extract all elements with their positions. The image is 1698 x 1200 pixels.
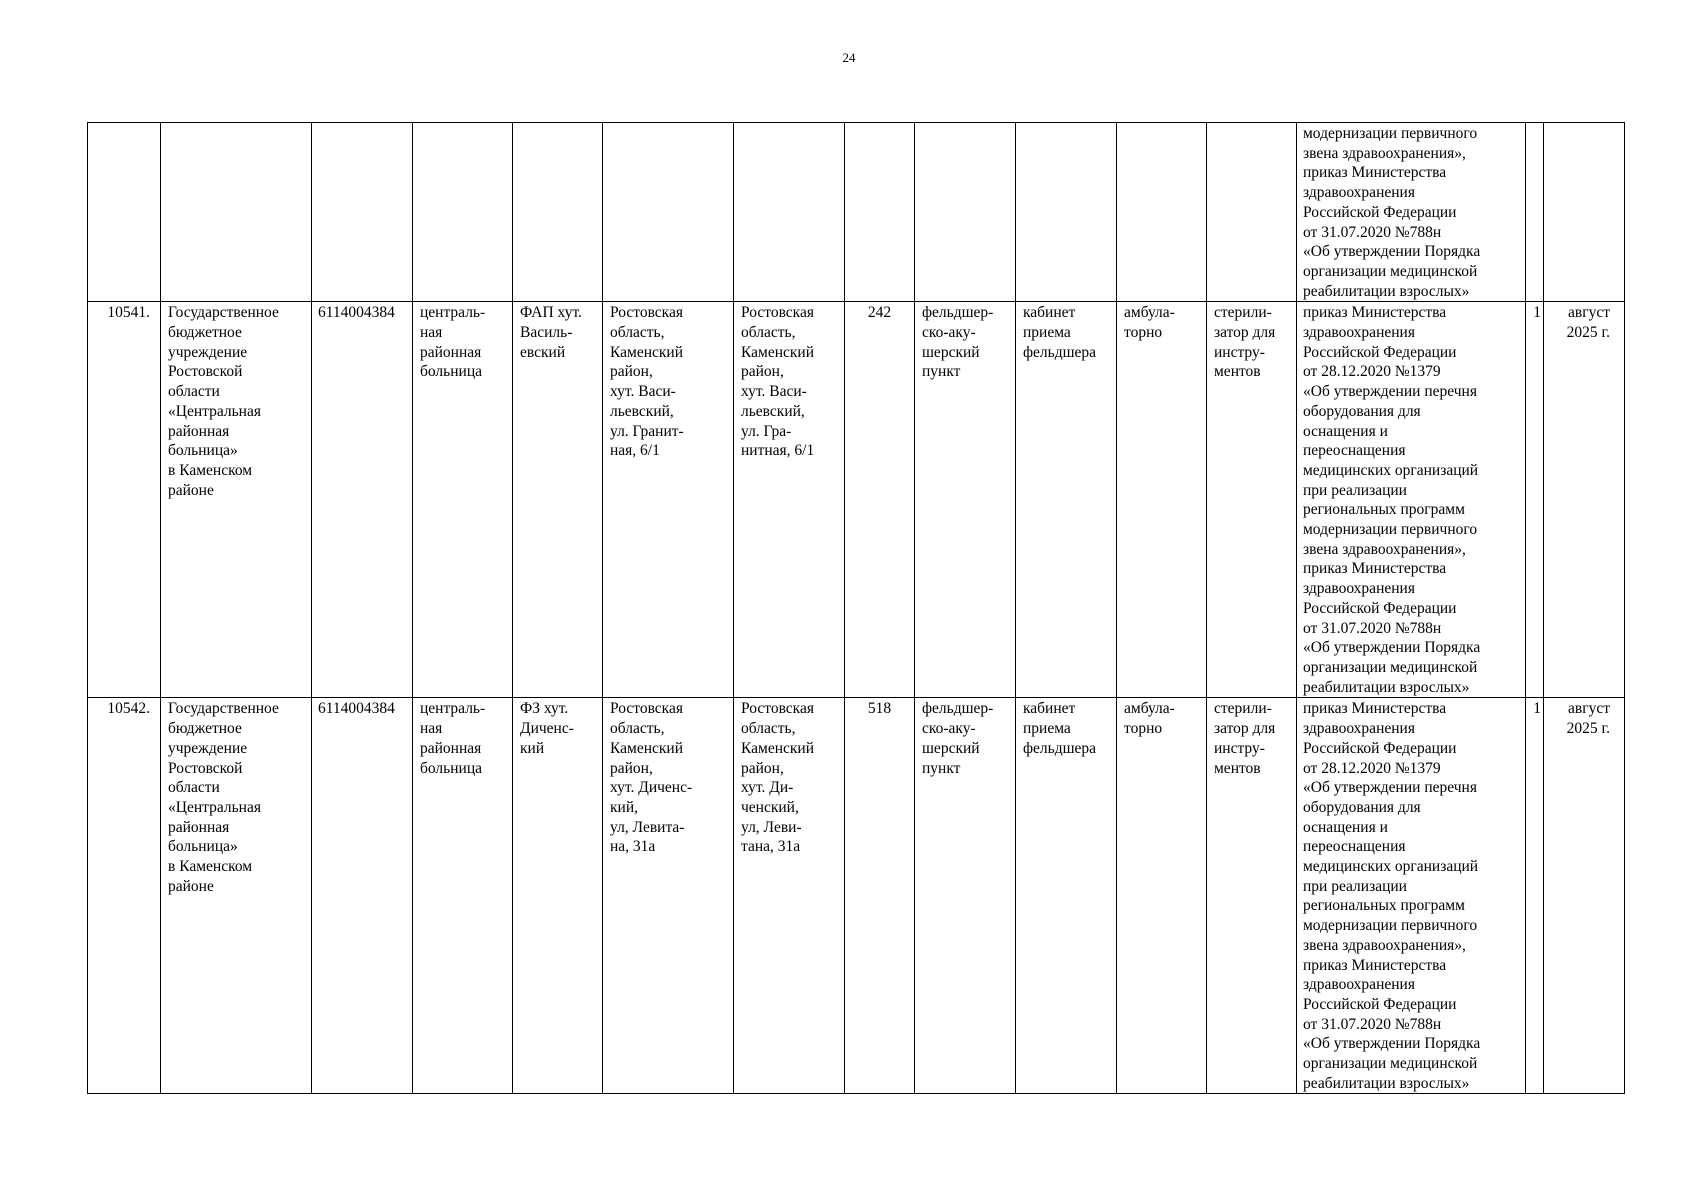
cell-qty: 1	[1526, 302, 1544, 698]
page-number: 24	[842, 50, 856, 65]
cell-facility: фельдшер- ско-аку- шерский пункт	[915, 302, 1016, 698]
table-row	[88, 302, 1625, 698]
equipment-table	[87, 122, 1625, 1094]
cell-basis: приказ Министерства здравоохранения Российской Федерации от 28.12.2020 №1379 «Об утверждении перечня оборудования для оснащения и переоснащения медицинских организаций при реализации региональных программ модернизации первичного звена здравоохранения», приказ Министерства здравоохранения Российской Федерации от 31.07.2020 №788н «Об утверждении Порядка организации медицинской реабилитации взрослых»	[1297, 302, 1526, 698]
cell-room	[1016, 123, 1117, 302]
cell-qty: 1	[1526, 698, 1544, 1094]
cell-room: кабинет приема фельдшера	[1016, 698, 1117, 1094]
cell-org: Государственное бюджетное учреждение Ростовской области «Центральная районная больница» в Каменском районе	[161, 302, 312, 698]
cell-org	[161, 123, 312, 302]
cell-facility	[915, 123, 1016, 302]
cell-inn	[312, 123, 413, 302]
cell-address-legal: Ростовская область, Каменский район, хут. Диченс- кий, ул, Левита- на, 31а	[603, 698, 734, 1094]
cell-facility: фельдшер- ско-аку- шерский пункт	[915, 698, 1016, 1094]
cell-unit: ФЗ хут. Диченс- кий	[513, 698, 603, 1094]
cell-num: 10542.	[88, 698, 161, 1094]
cell-type: централь- ная районная больница	[413, 698, 513, 1094]
cell-basis: модернизации первичного звена здравоохранения», приказ Министерства здравоохранения Российской Федерации от 31.07.2020 №788н «Об утверждении Порядка организации медицинской реабилитации взрослых»	[1297, 123, 1526, 302]
cell-unit: ФАП хут. Василь- евский	[513, 302, 603, 698]
table-row	[88, 698, 1625, 1094]
cell-address-actual	[734, 123, 845, 302]
cell-inn: 6114004384	[312, 302, 413, 698]
cell-date: август 2025 г.	[1544, 302, 1625, 698]
cell-address-legal	[603, 123, 734, 302]
cell-care	[1117, 123, 1207, 302]
cell-qty	[1526, 123, 1544, 302]
table-row-continuation	[88, 123, 1625, 302]
cell-type	[413, 123, 513, 302]
cell-address-actual: Ростовская область, Каменский район, хут. Ди- ченский, ул, Леви- тана, 31а	[734, 698, 845, 1094]
cell-num	[88, 123, 161, 302]
cell-area: 518	[845, 698, 915, 1094]
cell-care: амбула- торно	[1117, 302, 1207, 698]
cell-address-actual: Ростовская область, Каменский район, хут. Васи- льевский, ул. Гра- нитная, 6/1	[734, 302, 845, 698]
cell-inn: 6114004384	[312, 698, 413, 1094]
cell-unit	[513, 123, 603, 302]
cell-area: 242	[845, 302, 915, 698]
cell-equipment: стерили- затор для инстру- ментов	[1207, 698, 1297, 1094]
cell-room: кабинет приема фельдшера	[1016, 302, 1117, 698]
cell-address-legal: Ростовская область, Каменский район, хут. Васи- льевский, ул. Гранит- ная, 6/1	[603, 302, 734, 698]
cell-area	[845, 123, 915, 302]
cell-equipment	[1207, 123, 1297, 302]
cell-date: август 2025 г.	[1544, 698, 1625, 1094]
cell-num: 10541.	[88, 302, 161, 698]
cell-date	[1544, 123, 1625, 302]
cell-care: амбула- торно	[1117, 698, 1207, 1094]
cell-basis: приказ Министерства здравоохранения Российской Федерации от 28.12.2020 №1379 «Об утверждении перечня оборудования для оснащения и переоснащения медицинских организаций при реализации региональных программ модернизации первичного звена здравоохранения», приказ Министерства здравоохранения Российской Федерации от 31.07.2020 №788н «Об утверждении Порядка организации медицинской реабилитации взрослых»	[1297, 698, 1526, 1094]
cell-type: централь- ная районная больница	[413, 302, 513, 698]
cell-equipment: стерили- затор для инстру- ментов	[1207, 302, 1297, 698]
cell-org: Государственное бюджетное учреждение Ростовской области «Центральная районная больница» в Каменском районе	[161, 698, 312, 1094]
